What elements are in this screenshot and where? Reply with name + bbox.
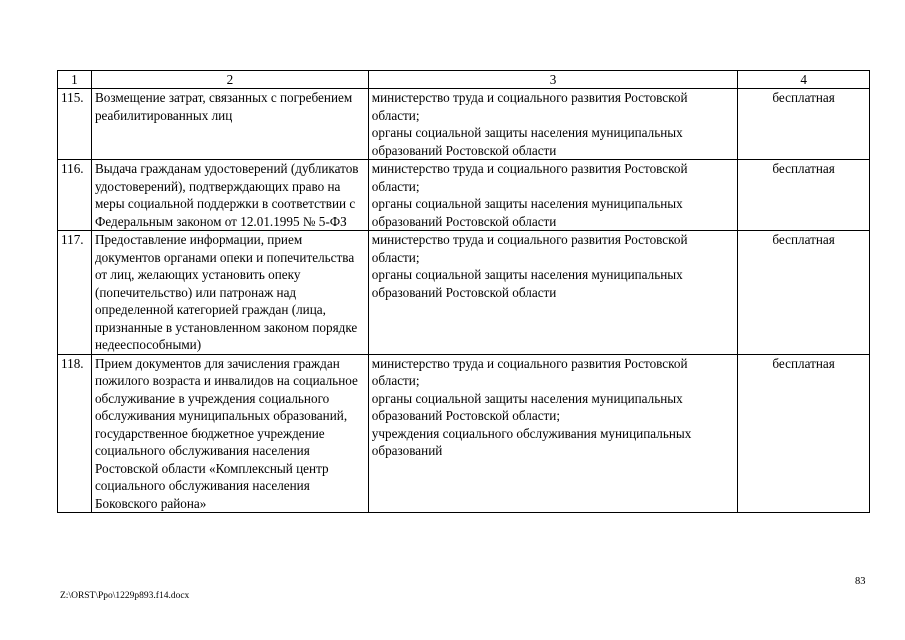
table-header-row	[58, 71, 870, 89]
row-number: 115.	[58, 89, 92, 160]
fee-status: бесплатная	[738, 89, 870, 160]
column-header: 4	[738, 71, 870, 89]
page-number: 83	[855, 576, 866, 587]
authority-line: министерство труда и социального развития Ростовской области;	[371, 161, 688, 194]
service-name: Предоставление информации, прием документов органами опеки и попечительства от лиц, желающих установить опеку (попечительство) или патронаж над определенной категорией граждан (лица, признанные в установленном законом порядке недееспособными)	[91, 231, 368, 355]
column-header: 2	[91, 71, 368, 89]
service-name: Выдача гражданам удостоверений (дубликатов удостоверений), подтверждающих право на меры социальной поддержки в соответствии с Федеральным законом от 12.01.1995 № 5-ФЗ	[91, 160, 368, 231]
row-number: 117.	[58, 231, 92, 355]
responsible-authorities	[368, 354, 737, 513]
fee-status: бесплатная	[738, 160, 870, 231]
table-row	[58, 89, 870, 160]
file-path-footer: Z:\ORST\Ppo\1229p893.f14.docx	[60, 591, 190, 601]
service-name: Возмещение затрат, связанных с погребением реабилитированных лиц	[91, 89, 368, 160]
fee-status: бесплатная	[738, 231, 870, 355]
table-row	[58, 231, 870, 355]
responsible-authorities	[368, 89, 737, 160]
table-row	[58, 354, 870, 513]
row-number: 116.	[58, 160, 92, 231]
authority-line: органы социальной защиты населения муниципальных образований Ростовской области;	[371, 390, 683, 423]
fee-status: бесплатная	[738, 354, 870, 513]
table-row	[58, 160, 870, 231]
responsible-authorities	[368, 160, 737, 231]
responsible-authorities	[368, 231, 737, 355]
authority-line: органы социальной защиты населения муниципальных образований Ростовской области	[371, 267, 683, 300]
authority-line: органы социальной защиты населения муниципальных образований Ростовской области	[371, 196, 683, 229]
authority-line: учреждения социального обслуживания муниципальных образований	[371, 425, 692, 458]
authority-line: министерство труда и социального развития Ростовской области;	[371, 90, 688, 123]
authority-line: органы социальной защиты населения муниципальных образований Ростовской области	[371, 125, 683, 158]
column-header: 1	[58, 71, 92, 89]
services-table	[57, 70, 870, 513]
column-header: 3	[368, 71, 737, 89]
service-name: Прием документов для зачисления граждан пожилого возраста и инвалидов на социальное обслуживание в учреждения социального обслуживания муниципальных образований, государственное бюджетное учреждение социального обслуживания населения Ростовской области «Комплексный центр социального обслуживания населения Боковского района»	[91, 354, 368, 513]
row-number: 118.	[58, 354, 92, 513]
authority-line: министерство труда и социального развития Ростовской области;	[371, 355, 688, 388]
authority-line: министерство труда и социального развития Ростовской области;	[371, 232, 688, 265]
